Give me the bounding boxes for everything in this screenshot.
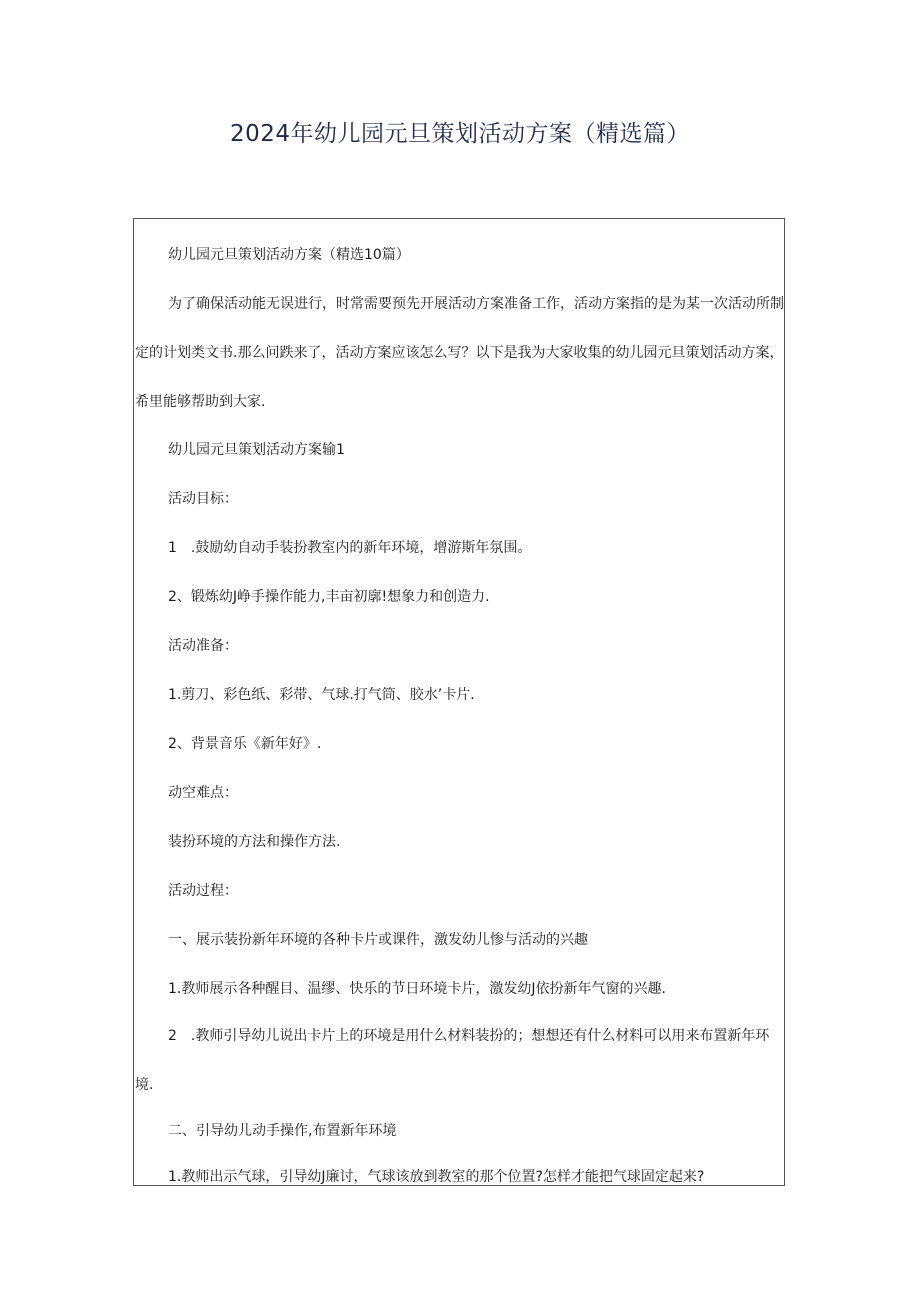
paragraph-goals-heading: 活动目标： — [168, 491, 238, 507]
paragraph-difficulty-heading: 动空难点： — [168, 785, 238, 801]
paragraph-intro: 为了确保活动能无误进行，时常需要预先开展活动方案准备工作，活动方案指的是为某一次活动所制定的计划类文书.那么问跌来了，活动方案应该怎么写？以下是我为大家收集的幼儿园元旦策划活动方案，希里能够帮助到大家. — [135, 296, 784, 410]
paragraph-step-2-1: 1.教师出示气球，引导幼J廉讨，气球该放到教室的那个位置?怎样才能把气球固定起来? — [168, 1169, 705, 1185]
paragraph-subtitle: 幼儿园元旦策划活动方案（精选10篇） — [168, 247, 410, 263]
paragraph-step-1-2: 2 .教师引导幼儿说出卡片上的环境是用什么材料装扮的；想想还有什么材料可以用来布置新年环境. — [135, 1028, 770, 1093]
paragraph-prep-heading: 活动准备： — [168, 638, 238, 654]
paragraph-goal-2: 2、锻炼幼J峥手操作能力,丰亩初廓!想象力和创造力. — [168, 589, 490, 605]
paragraph-prep-1: 1.剪刀、彩色纸、彩带、气球.打气筒、胶水’卡片. — [168, 687, 475, 703]
paragraph-prep-2: 2、背景音乐《新年好》. — [168, 736, 322, 752]
paragraph-step-1: 一、展示装扮新年环境的各种卡片或课件，激发幼儿惨与活动的兴趣 — [168, 932, 588, 948]
document-title: 2024年幼儿园元旦策划活动方案（精选篇） — [229, 121, 691, 147]
paragraph-step-1-1: 1.教师展示各种醒目、温缪、快乐的节日环境卡片，激发幼J依扮新年气窗的兴趣. — [168, 981, 666, 997]
paragraph-section-heading: 幼儿园元旦策划活动方案输1 — [168, 442, 345, 458]
paragraph-process-heading: 活动过程： — [168, 883, 238, 899]
paragraph-goal-1: 1 .鼓励幼自动手装扮教室内的新年环境，增游斯年氛围。 — [168, 540, 532, 556]
document-content-box — [133, 218, 785, 1186]
paragraph-difficulty: 装扮环境的方法和操作方法. — [168, 834, 341, 850]
paragraph-step-2: 二、引导幼儿动手操作,布置新年环境 — [168, 1123, 397, 1139]
